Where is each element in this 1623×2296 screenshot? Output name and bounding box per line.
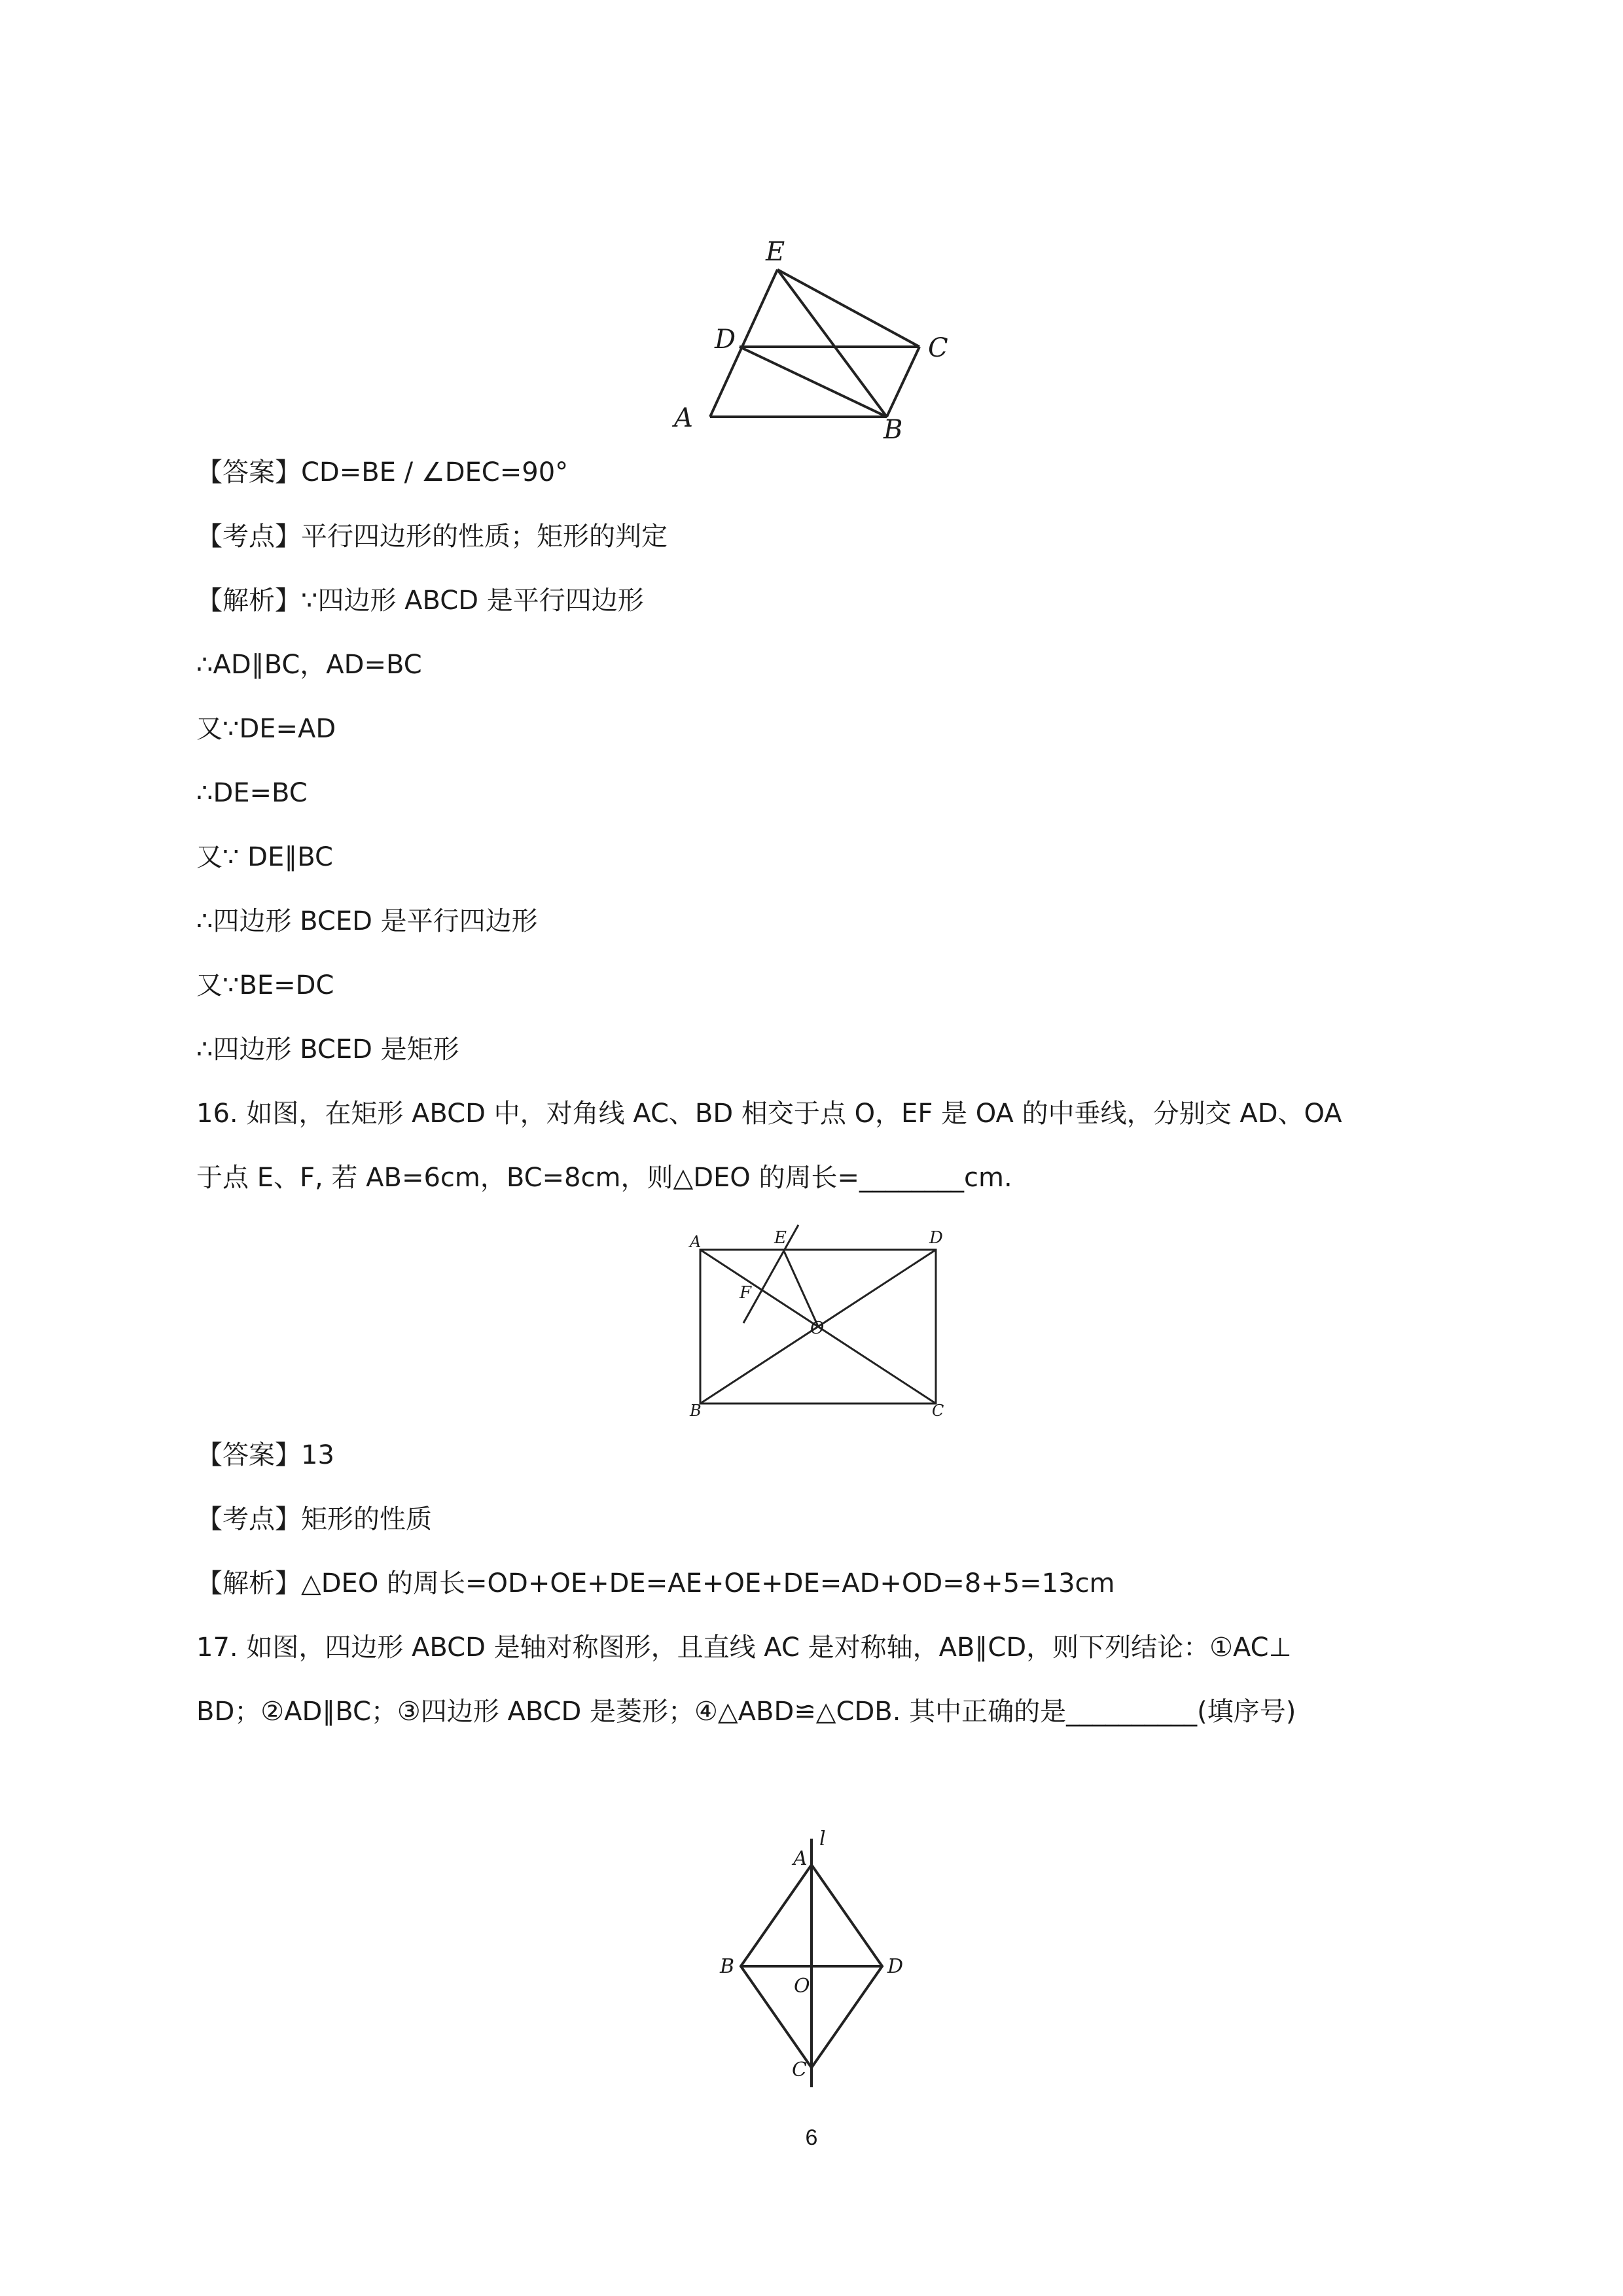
figure-rectangle-abcd [681,1217,969,1426]
question-16-line-1: 16. 如图，在矩形 ABCD 中，对角线 AC、BD 相交于点 O，EF 是 OA 的中垂线，分别交 AD、OA [196,1099,1342,1129]
label-a: A [793,1847,808,1870]
label-e: E [766,237,785,267]
label-f: F [740,1283,752,1303]
label-b: B [690,1402,702,1420]
label-c: C [932,1402,944,1420]
label-a: A [690,1233,702,1251]
label-e: E [774,1228,787,1248]
question-16-line-2: 于点 E、F, 若 AB=6cm，BC=8cm，则△DEO 的周长=________cm. [196,1163,1012,1193]
label-d: D [887,1955,904,1978]
label-b: B [883,415,903,445]
analysis-line: 【解析】∵四边形 ABCD 是平行四边形 [196,586,644,616]
proof-step: ∴四边形 BCED 是矩形 [196,1034,459,1065]
page-number: 6 [805,2125,818,2150]
label-c: C [928,333,948,363]
answer-line: 【答案】13 [196,1440,334,1470]
figure-rhombus-abcd [707,1826,916,2100]
keypoint-line: 【考点】矩形的性质 [196,1504,432,1534]
label-d: D [715,325,736,355]
label-o: O [810,1318,825,1338]
keypoint-line: 【考点】平行四边形的性质；矩形的判定 [196,521,668,552]
proof-step: ∴四边形 BCED 是平行四边形 [196,906,538,936]
proof-step: 又∵DE=AD [196,714,336,744]
proof-step: ∴DE=BC [196,778,308,808]
proof-step: 又∵BE=DC [196,970,334,1000]
question-17-line-1: 17. 如图，四边形 ABCD 是轴对称图形，且直线 AC 是对称轴，AB∥CD，则下列结论：①AC⊥ [196,1633,1292,1663]
label-a: A [674,403,693,433]
figure-parallelogram-bced [661,222,962,445]
proof-step: ∴AD∥BC，AD=BC [196,650,422,680]
label-d: D [929,1228,943,1248]
answer-line: 【答案】CD=BE / ∠DEC=90° [196,457,569,487]
proof-step: 又∵ DE∥BC [196,842,333,872]
label-o: O [794,1975,810,1998]
label-l: l [819,1828,826,1850]
segment-db [740,347,887,417]
label-b: B [720,1955,735,1978]
question-17-line-2: BD；②AD∥BC；③四边形 ABCD 是菱形；④△ABD≌△CDB. 其中正确的是__________(填序号) [196,1697,1296,1727]
segment-ec [777,270,919,347]
segment-cb [887,347,919,417]
analysis-line: 【解析】△DEO 的周长=OD+OE+DE=AE+OE+DE=AD+OD=8+5=13cm [196,1568,1115,1598]
label-c: C [792,2058,807,2081]
segment-eb [777,270,887,417]
